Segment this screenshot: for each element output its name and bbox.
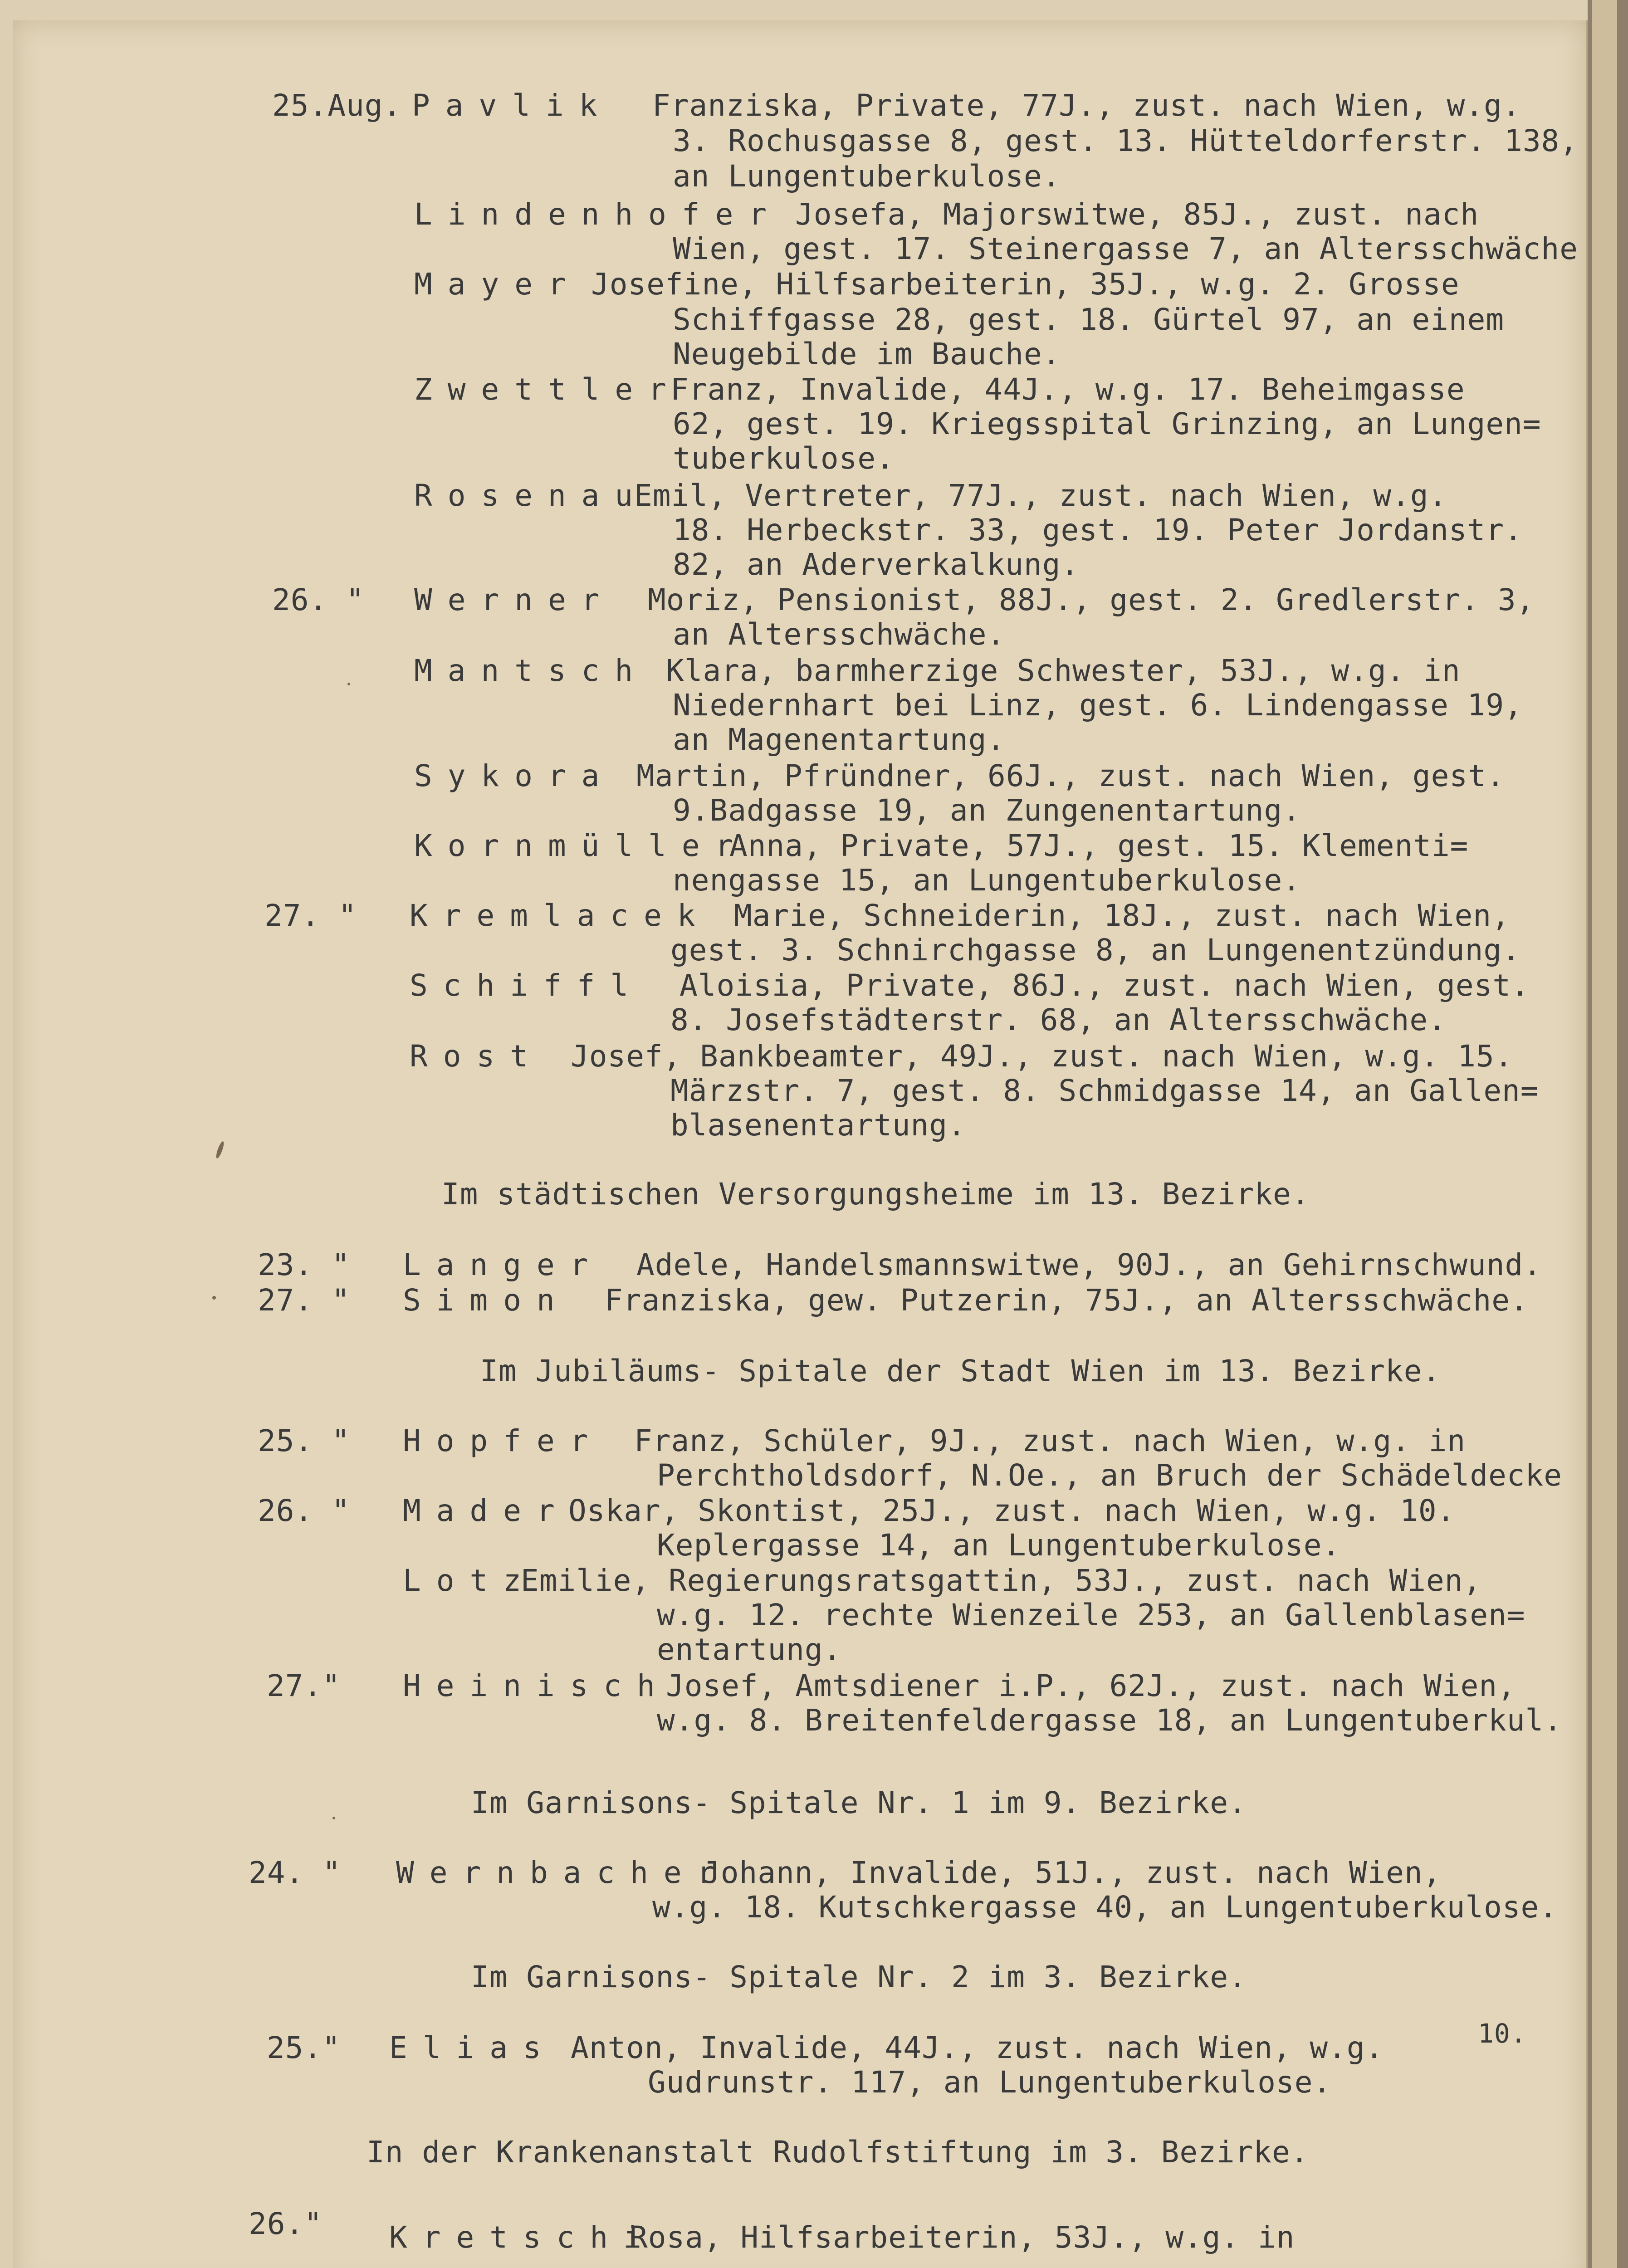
- entry-text: w.g. 18. Kutschkergasse 40, an Lungentuberkulose.: [652, 1890, 1558, 1925]
- entry-text: Martin, Pfründner, 66J., zust. nach Wien, gest.: [636, 758, 1505, 793]
- entry-text: Wien, gest. 17. Steinergasse 7, an Altersschwäche: [673, 231, 1579, 266]
- entry-text: Franziska, Private, 77J., zust. nach Wien, w.g.: [652, 88, 1521, 123]
- entry-date: 27.": [267, 1668, 341, 1703]
- entry-text: 62, gest. 19. Kriegsspital Grinzing, an Lungen=: [673, 406, 1541, 441]
- entry-surname: Werner: [414, 582, 615, 617]
- entry-text: Marie, Schneiderin, 18J., zust. nach Wien,: [734, 898, 1510, 933]
- adjacent-page-edge: [1588, 0, 1628, 2268]
- section-heading: Im städtischen Versorgungsheime im 13. Bezirke.: [441, 1177, 1310, 1212]
- entry-date: 27. ": [264, 898, 357, 933]
- entry-text: 8. Josefstädterstr. 68, an Altersschwäche.: [670, 1002, 1447, 1037]
- entry-text: Keplergasse 14, an Lungentuberkulose.: [657, 1528, 1341, 1563]
- entry-text: Emil, Vertreter, 77J., zust. nach Wien, w.g.: [634, 478, 1447, 513]
- entry-surname: Elias: [389, 2030, 557, 2065]
- entry-surname: Mader: [403, 1493, 570, 1528]
- entry-surname: Kremlacek: [410, 898, 711, 933]
- section-heading: Im Jubiläums- Spitale der Stadt Wien im 13. Bezirke.: [480, 1354, 1441, 1388]
- entry-surname: Wernbacher: [396, 1855, 731, 1890]
- entry-surname: Lindenhofer: [414, 197, 782, 232]
- entry-surname: Heinisch: [403, 1668, 670, 1703]
- entry-text: Josef, Amtsdiener i.P., 62J., zust. nach Wien,: [666, 1668, 1516, 1703]
- entry-text: Anna, Private, 57J., gest. 15. Klementi=: [729, 828, 1469, 863]
- entry-text: 9.Badgasse 19, an Zungenentartung.: [673, 793, 1301, 828]
- entry-text: Neugebilde im Bauche.: [673, 337, 1061, 371]
- entry-text: Franziska, gew. Putzerin, 75J., an Altersschwäche.: [605, 1283, 1529, 1318]
- entry-date: 25.": [267, 2030, 341, 2065]
- paper-speck: [212, 1296, 216, 1300]
- entry-surname: Schiffl: [410, 968, 644, 1003]
- entry-surname: Rosenau: [414, 478, 649, 513]
- entry-text: Aloisia, Private, 86J., zust. nach Wien, gest.: [680, 968, 1530, 1003]
- entry-surname: Kornmüller: [414, 828, 749, 863]
- entry-text: an Altersschwäche.: [673, 617, 1006, 652]
- entry-text: tuberkulose.: [673, 441, 895, 476]
- entry-text: Gudrunstr. 117, an Lungentuberkulose.: [648, 2065, 1332, 2100]
- entry-margin-note: 10.: [1478, 2018, 1527, 2049]
- entry-text: blasenentartung.: [670, 1108, 966, 1143]
- entry-date: 25. ": [258, 1423, 350, 1458]
- entry-surname: Simon: [403, 1283, 570, 1318]
- entry-text: Josefa, Majorswitwe, 85J., zust. nach: [795, 197, 1479, 232]
- entry-text: Rosa, Hilfsarbeiterin, 53J., w.g. in: [630, 2220, 1295, 2255]
- entry-text: w.g. 8. Breitenfeldergasse 18, an Lungentuberkul.: [657, 1703, 1563, 1738]
- entry-text: Franz, Invalide, 44J., w.g. 17. Beheimgasse: [670, 372, 1465, 407]
- entry-date: 25.Aug.: [272, 88, 402, 123]
- entry-text: Perchtholdsdorf, N.Oe., an Bruch der Schädeldecke: [657, 1458, 1563, 1493]
- entry-date: 26. ": [258, 1493, 350, 1528]
- entry-text: Oskar, Skontist, 25J., zust. nach Wien, w.g. 10.: [568, 1493, 1456, 1528]
- entry-text: Niedernhart bei Linz, gest. 6. Lindengasse 19,: [673, 688, 1523, 723]
- entry-text: Schiffgasse 28, gest. 18. Gürtel 97, an einem: [673, 302, 1505, 337]
- entry-text: Johann, Invalide, 51J., zust. nach Wien,: [702, 1855, 1442, 1890]
- entry-date: 26. ": [272, 582, 365, 617]
- section-heading: Im Garnisons- Spitale Nr. 2 im 3. Bezirke.: [471, 1960, 1247, 1994]
- entry-text: nengasse 15, an Lungentuberkulose.: [673, 863, 1301, 898]
- entry-text: w.g. 12. rechte Wienzeile 253, an Gallenblasen=: [657, 1598, 1525, 1633]
- entry-text: Anton, Invalide, 44J., zust. nach Wien, w.g.: [571, 2030, 1384, 2065]
- entry-text: entartung.: [657, 1632, 842, 1667]
- entry-date: 26.": [249, 2206, 323, 2241]
- entry-text: Adele, Handelsmannswitwe, 90J., an Gehirnschwund.: [636, 1247, 1542, 1282]
- entry-text: an Magenentartung.: [673, 722, 1006, 757]
- section-heading: In der Krankenanstalt Rudolfstiftung im 3. Bezirke.: [367, 2135, 1309, 2170]
- entry-text: 82, an Aderverkalkung.: [673, 547, 1080, 582]
- entry-text: an Lungentuberkulose.: [673, 159, 1061, 194]
- entry-surname: Hopfer: [403, 1423, 604, 1458]
- entry-text: Josef, Bankbeamter, 49J., zust. nach Wien, w.g. 15.: [571, 1039, 1513, 1074]
- entry-date: 23. ": [258, 1247, 350, 1282]
- entry-text: Josefine, Hilfsarbeiterin, 35J., w.g. 2. Grosse: [591, 267, 1460, 302]
- entry-text: 18. Herbeckstr. 33, gest. 19. Peter Jordanstr.: [673, 513, 1523, 547]
- entry-text: Emilie, Regierungsratsgattin, 53J., zust. nach Wien,: [521, 1563, 1482, 1598]
- section-heading: Im Garnisons- Spitale Nr. 1 im 9. Bezirke.: [471, 1785, 1247, 1820]
- entry-text: Franz, Schüler, 9J., zust. nach Wien, w.g. in: [634, 1423, 1466, 1458]
- entry-text: Märzstr. 7, gest. 8. Schmidgasse 14, an Gallen=: [670, 1073, 1539, 1108]
- entry-surname: Kretschi: [389, 2220, 657, 2255]
- entry-surname: Mayer: [414, 267, 582, 302]
- entry-surname: Zwettler: [414, 372, 682, 407]
- entry-date: 27. ": [258, 1283, 350, 1318]
- entry-surname: Rost: [410, 1039, 543, 1074]
- paper-speck: [347, 683, 350, 685]
- entry-surname: Pavlik: [412, 88, 613, 123]
- entry-text: 3. Rochusgasse 8, gest. 13. Hütteldorferstr. 138,: [673, 123, 1579, 158]
- entry-surname: Sykora: [414, 758, 615, 793]
- document-sheet: [13, 20, 1588, 2268]
- entry-surname: Lotz: [403, 1563, 537, 1598]
- entry-surname: Langer: [403, 1247, 604, 1282]
- paper-speck: [332, 1817, 335, 1819]
- entry-surname: Mantsch: [414, 653, 649, 688]
- entry-text: gest. 3. Schnirchgasse 8, an Lungenentzündung.: [670, 933, 1520, 968]
- entry-text: Moriz, Pensionist, 88J., gest. 2. Gredlerstr. 3,: [648, 582, 1535, 617]
- entry-date: 24. ": [249, 1855, 341, 1890]
- paper-speck: [215, 1140, 225, 1159]
- entry-text: Klara, barmherzige Schwester, 53J., w.g. in: [666, 653, 1461, 688]
